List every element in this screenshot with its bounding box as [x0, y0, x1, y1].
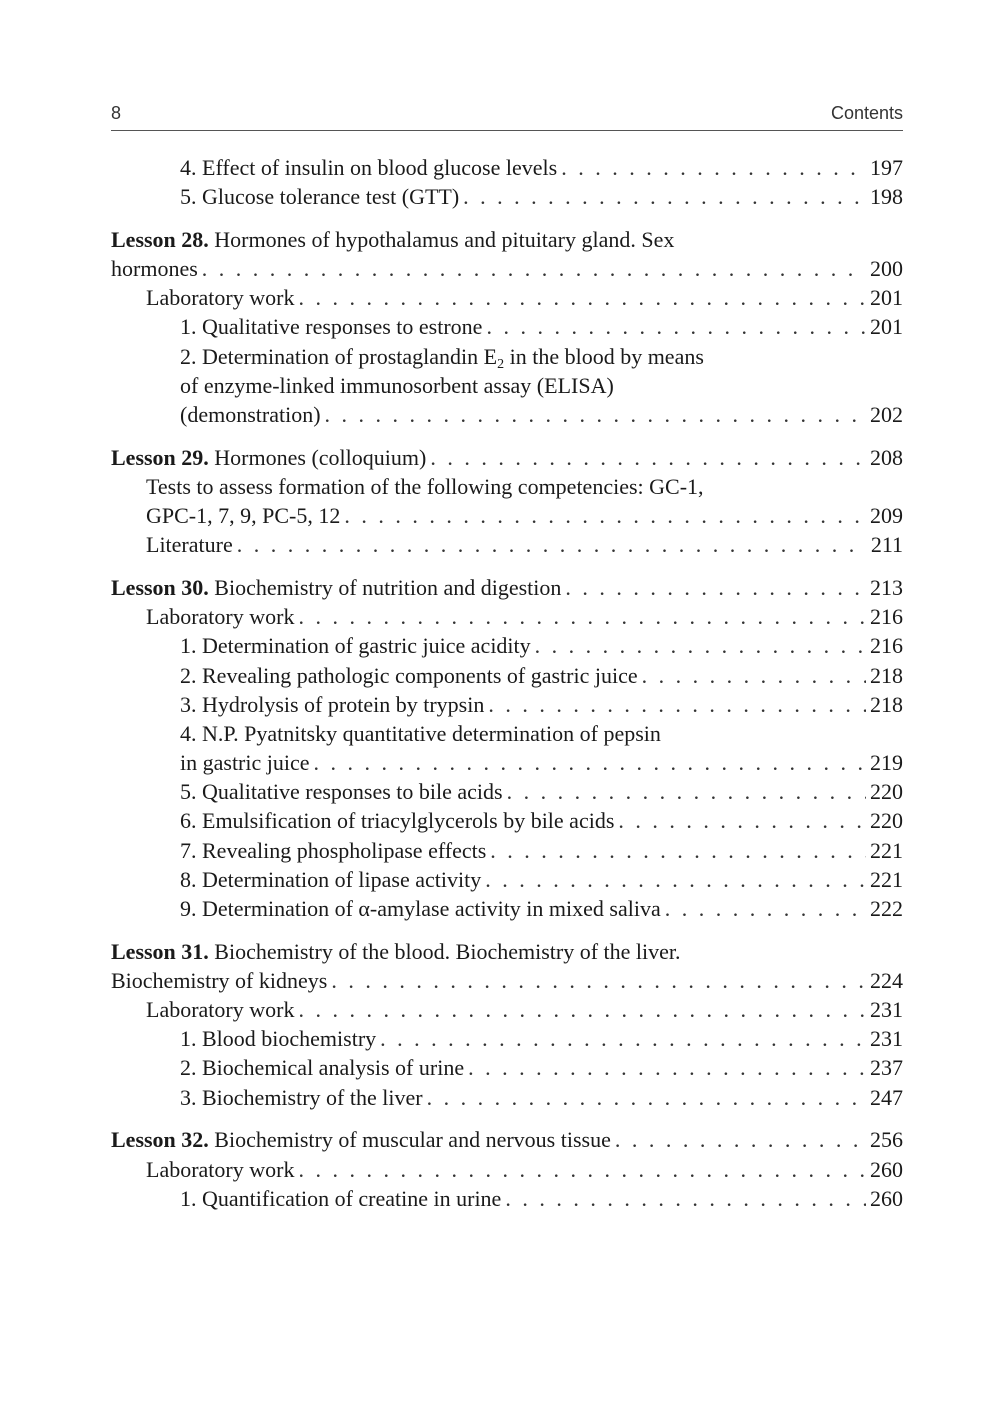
dot-leader — [565, 573, 866, 602]
dot-leader — [463, 182, 866, 211]
lesson-28-heading-cont[interactable] — [111, 254, 903, 283]
toc-entry-page: 231 — [870, 1026, 903, 1052]
toc-entry-title: Laboratory work — [146, 604, 295, 630]
dot-leader — [325, 400, 866, 429]
lesson-title: Biochemistry of muscular and nervous tissue — [214, 1127, 611, 1153]
toc-entry-page: 256 — [870, 1127, 903, 1153]
dot-leader — [237, 530, 867, 559]
dot-leader — [344, 501, 866, 530]
toc-entry-laboratory-work[interactable] — [111, 602, 903, 631]
toc-entry-page: 208 — [870, 444, 903, 470]
lesson-31-heading-cont[interactable] — [111, 966, 903, 995]
dot-leader — [618, 806, 866, 835]
toc-entry-title: 5. Glucose tolerance test (GTT) — [180, 184, 460, 210]
toc-entry[interactable] — [111, 1083, 903, 1112]
toc-entry-page: 220 — [870, 779, 903, 805]
dot-leader — [427, 1083, 866, 1112]
dot-leader — [507, 777, 866, 806]
lesson-title: Biochemistry of the blood. Biochemistry of the liver. — [214, 938, 681, 964]
lesson-title: hormones — [111, 256, 198, 282]
toc-entry-title: Literature — [146, 532, 233, 558]
toc-entry[interactable] — [111, 1024, 903, 1053]
toc-entry-page: 202 — [870, 402, 903, 427]
dot-leader — [430, 443, 866, 472]
toc-entry-title: 8. Determination of lipase activity — [180, 866, 482, 892]
dot-leader — [642, 661, 866, 690]
toc-entry-tests-cont[interactable] — [111, 501, 903, 530]
toc-entry[interactable] — [111, 690, 903, 719]
toc-entry[interactable] — [111, 1184, 903, 1213]
toc-entry[interactable] — [111, 865, 903, 894]
dot-leader — [486, 312, 866, 341]
dot-leader — [561, 153, 866, 182]
toc-entry-page: 197 — [870, 155, 903, 180]
toc-entry-title: 2. Determination of prostaglandin E — [180, 343, 498, 369]
toc-entry-page: 213 — [870, 574, 903, 600]
toc-entry-cont[interactable] — [111, 748, 903, 777]
dot-leader — [298, 1155, 866, 1184]
toc-entry-page: 231 — [870, 997, 903, 1023]
toc-entry-title: 5. Qualitative responses to bile acids — [180, 779, 503, 805]
toc-entry-page: 216 — [870, 633, 903, 659]
dot-leader — [535, 631, 866, 660]
toc-entry-literature[interactable] — [111, 530, 903, 559]
toc-entry-title: 9. Determination of α-amylase activity in mixed saliva — [180, 896, 661, 921]
lesson-28-heading[interactable] — [111, 225, 903, 254]
toc-entry-page: 211 — [870, 532, 903, 558]
toc-entry[interactable] — [111, 312, 903, 341]
toc-entry-title: 2. Revealing pathologic components of gastric juice — [180, 662, 638, 688]
toc-entry-title: 4. N.P. Pyatnitsky quantitative determination of pepsin — [180, 720, 661, 746]
lesson-29-heading[interactable] — [111, 443, 903, 472]
toc-entry-page: 219 — [870, 750, 903, 776]
lesson-title: Hormones (colloquium) — [214, 444, 427, 470]
toc-entry-page: 218 — [870, 691, 903, 717]
toc-entry-title: Laboratory work — [146, 285, 295, 311]
toc-entry-page: 237 — [870, 1055, 903, 1081]
toc-entry[interactable] — [111, 631, 903, 660]
toc-entry-page: 218 — [870, 662, 903, 688]
toc-entry-page: 221 — [870, 866, 903, 892]
toc-entry-laboratory-work[interactable] — [111, 283, 903, 312]
toc-entry-title: Laboratory work — [146, 1156, 295, 1182]
toc-entry[interactable] — [111, 153, 903, 182]
lesson-title: Biochemistry of nutrition and digestion — [214, 574, 562, 600]
toc-entry-page: 198 — [870, 184, 903, 210]
lesson-label: Lesson 30. — [111, 574, 209, 600]
toc-entry-title: Laboratory work — [146, 997, 295, 1023]
toc-entry-title: 1. Quantification of creatine in urine — [180, 1185, 502, 1211]
dot-leader — [331, 966, 866, 995]
lesson-label: Lesson 31. — [111, 938, 209, 964]
toc-entry-page: 220 — [870, 808, 903, 834]
toc-entry-page: 221 — [870, 837, 903, 863]
toc-entry-page: 201 — [870, 314, 903, 340]
toc-entry-title: 3. Hydrolysis of protein by trypsin — [180, 691, 485, 717]
subscript: 2 — [497, 356, 505, 372]
dot-leader — [202, 254, 866, 283]
lesson-32-heading[interactable] — [111, 1125, 903, 1154]
toc-entry-title: 6. Emulsification of triacylglycerols by bile acids — [180, 808, 615, 834]
running-title: Contents — [830, 103, 903, 123]
toc-entry-page: 209 — [870, 503, 903, 529]
dot-leader — [380, 1024, 866, 1053]
dot-leader — [468, 1053, 866, 1082]
toc-entry-title: 1. Blood biochemistry — [180, 1026, 377, 1052]
toc-entry-page: 247 — [870, 1084, 903, 1110]
toc-entry[interactable] — [111, 777, 903, 806]
toc-entry[interactable] — [111, 719, 903, 748]
dot-leader — [298, 995, 866, 1024]
toc-entry-page: 224 — [870, 967, 903, 993]
toc-entry-title: (demonstration) — [180, 402, 321, 427]
dot-leader — [488, 690, 866, 719]
toc-entry[interactable] — [111, 342, 903, 371]
toc-entry-page: 260 — [870, 1156, 903, 1182]
dot-leader — [505, 1184, 866, 1213]
dot-leader — [298, 283, 866, 312]
page-number: 8 — [111, 103, 122, 123]
toc-entry-title: in gastric juice — [180, 750, 310, 776]
toc-entry-title: GPC-1, 7, 9, PC-5, 12 — [146, 503, 341, 529]
lesson-label: Lesson 29. — [111, 444, 209, 470]
toc-entry-title: Tests to assess formation of the following competencies: GC-1, — [146, 473, 704, 499]
toc-entry-title: 4. Effect of insulin on blood glucose levels — [180, 155, 558, 180]
page-header — [111, 100, 903, 131]
toc-entry-title: of enzyme-linked immunosorbent assay (ELISA) — [180, 372, 614, 398]
toc-entry[interactable] — [111, 182, 903, 211]
toc-entry-cont[interactable] — [111, 400, 903, 429]
toc-entry-laboratory-work[interactable] — [111, 995, 903, 1024]
lesson-label: Lesson 28. — [111, 226, 209, 252]
toc-entry-page: 201 — [870, 285, 903, 311]
toc-entry[interactable] — [111, 894, 903, 923]
toc-entry-title: 7. Revealing phospholipase effects — [180, 837, 487, 863]
toc-entry[interactable] — [111, 1053, 903, 1082]
dot-leader — [490, 836, 866, 865]
toc-entry-cont[interactable] — [111, 371, 903, 400]
toc-entry-laboratory-work[interactable] — [111, 1155, 903, 1184]
lesson-31-heading[interactable] — [111, 937, 903, 966]
toc-entry-title: in the blood by means — [504, 343, 704, 369]
dot-leader — [665, 894, 866, 923]
toc-entry-tests[interactable] — [111, 472, 903, 501]
lesson-label: Lesson 32. — [111, 1127, 209, 1153]
dot-leader — [485, 865, 866, 894]
toc-entry[interactable] — [111, 836, 903, 865]
dot-leader — [615, 1125, 866, 1154]
toc-entry[interactable] — [111, 661, 903, 690]
table-of-contents — [111, 153, 903, 1213]
dot-leader — [298, 602, 866, 631]
dot-leader — [314, 748, 866, 777]
lesson-30-heading[interactable] — [111, 573, 903, 602]
toc-entry-page: 216 — [870, 604, 903, 630]
toc-entry-title: 2. Biochemical analysis of urine — [180, 1055, 465, 1081]
lesson-title: Biochemistry of kidneys — [111, 967, 328, 993]
toc-entry-title: 1. Qualitative responses to estrone — [180, 314, 483, 340]
lesson-title: Hormones of hypothalamus and pituitary gland. Sex — [214, 226, 675, 252]
toc-entry-page: 200 — [870, 256, 903, 282]
toc-entry-page: 260 — [870, 1185, 903, 1211]
toc-entry-page: 222 — [870, 896, 903, 921]
toc-entry-title: 3. Biochemistry of the liver — [180, 1084, 423, 1110]
toc-entry-title: 1. Determination of gastric juice acidity — [180, 633, 531, 659]
toc-entry[interactable] — [111, 806, 903, 835]
